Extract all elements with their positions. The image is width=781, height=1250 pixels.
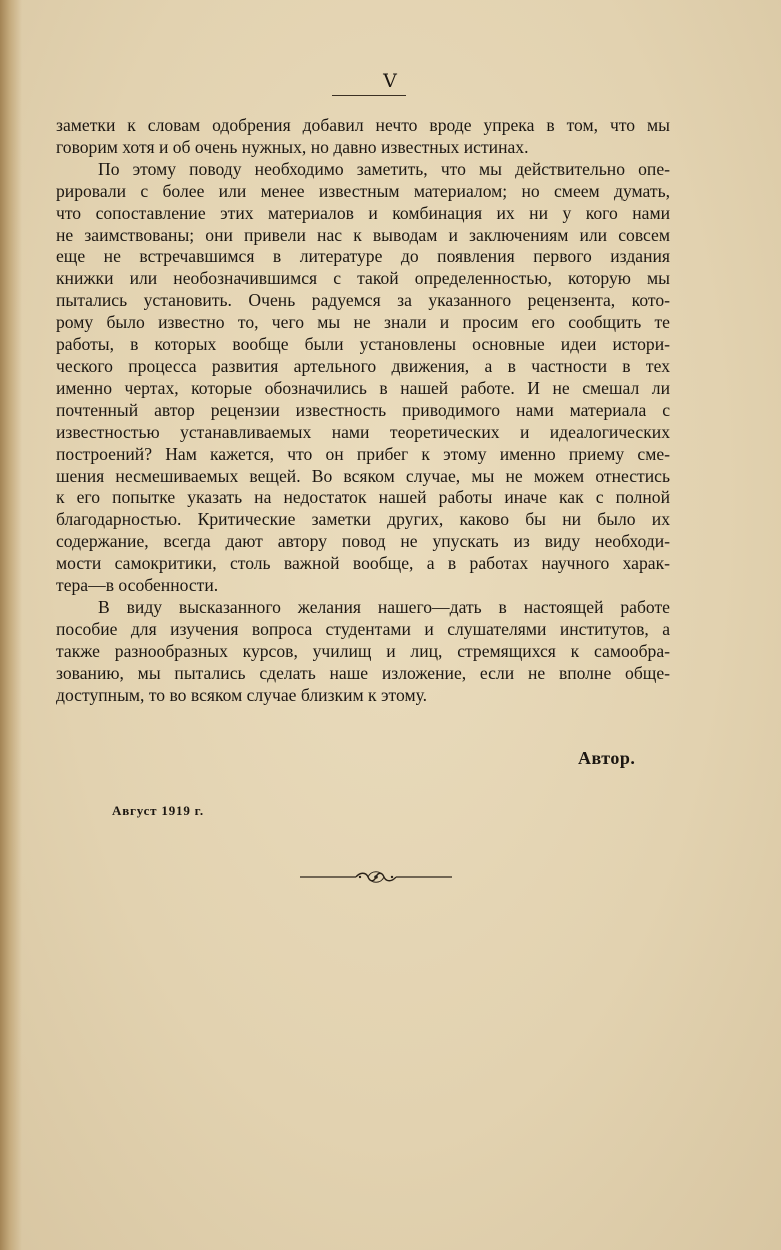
text-line: построений? Нам кажется, что он прибег к этому именно приему сме- bbox=[56, 443, 670, 464]
text-line: содержание, всегда дают автору повод не упускать из виду необходи- bbox=[56, 531, 670, 552]
text-line: пособие для изучения вопроса студентами и слушателями институтов, а bbox=[56, 618, 670, 639]
paragraph-3 bbox=[56, 597, 670, 707]
decorative-rule-ornament-icon bbox=[298, 866, 454, 888]
date-line: Август 1919 г. bbox=[112, 803, 204, 818]
text-line: что сопоставление этих материалов и комбинация их ни у кого нами bbox=[56, 202, 670, 223]
text-line: еще не встречавшимся в литературе до появления первого издания bbox=[56, 246, 670, 267]
text-line: заметки к словам одобрения добавил нечто вроде упрека в том, что мы bbox=[56, 115, 670, 135]
page-edge-shadow bbox=[0, 0, 22, 1250]
text-line: мости самокритики, столь важной вообще, а в работах научного харак- bbox=[56, 553, 670, 574]
paragraph-2 bbox=[56, 159, 670, 597]
text-line: зованию, мы пытались сделать наше изложение, если не вполне обще- bbox=[56, 662, 670, 683]
page-number: V bbox=[383, 70, 398, 92]
text-line: тера—в особенности. bbox=[56, 575, 219, 596]
text-line: рому было известно то, чего мы не знали и просим его сообщить те bbox=[56, 312, 670, 333]
text-line: пытались установить. Очень радуемся за указанного рецензента, кото- bbox=[56, 290, 670, 311]
text-line: доступным, то во всяком случае близким к этому. bbox=[56, 684, 428, 705]
text-line: работы, в которых вообще были установлены основные идеи истори- bbox=[56, 334, 670, 355]
text-line: По этому поводу необходимо заметить, что мы действительно опе- bbox=[98, 158, 670, 179]
text-line: именно чертах, которые обозначились в нашей работе. И не смешал ли bbox=[56, 377, 670, 398]
text-line: почтенный автор рецензии известность приводимого нами материала с bbox=[56, 399, 670, 420]
text-line: известностью устанавливаемых нами теоретических и идеалогических bbox=[56, 421, 670, 442]
text-line: ческого процесса развития артельного движения, а в частности в тех bbox=[56, 355, 670, 376]
author-signature: Автор. bbox=[578, 748, 636, 768]
text-line: шения несмешиваемых вещей. Во всяком случае, мы не можем отнестись bbox=[56, 465, 670, 486]
text-line: также разнообразных курсов, училищ и лиц, стремящихся к самообра- bbox=[56, 640, 670, 661]
text-line: рировали с более или менее известным материалом; но смеем думать, bbox=[56, 180, 670, 201]
text-line: не заимствованы; они привели нас к выводам и заключениям или совсем bbox=[56, 224, 670, 245]
text-line: благодарностью. Критические заметки других, каково бы ни было их bbox=[56, 509, 670, 530]
text-line: говорим хотя и об очень нужных, но давно известных истинах. bbox=[56, 136, 529, 157]
text-line: В виду высказанного желания нашего—дать в настоящей работе bbox=[98, 596, 670, 617]
page-number-rule bbox=[332, 95, 406, 96]
paragraph-1 bbox=[56, 115, 670, 159]
body-text bbox=[56, 115, 670, 706]
text-line: книжки или необозначившимся с такой определенностью, которую мы bbox=[56, 268, 670, 289]
text-line: к его попытке указать на недостаток нашей работы иначе как с полной bbox=[56, 487, 670, 508]
